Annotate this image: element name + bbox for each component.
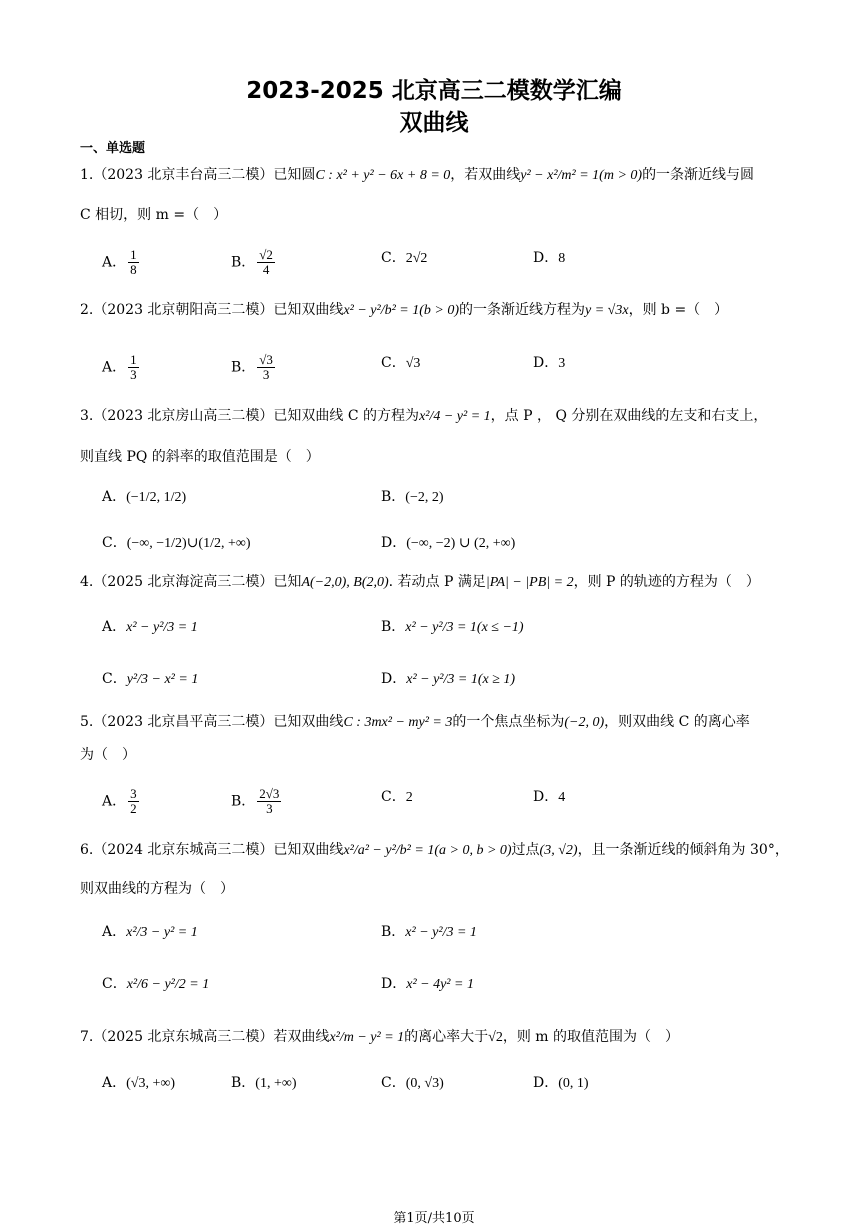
denominator: 2 xyxy=(130,801,137,816)
fraction xyxy=(257,353,275,382)
q5-prefix: 5.（2023 北京昌平高三二模）已知双曲线 xyxy=(80,714,344,730)
option-value: x² − y²/3 = 1(x ≤ −1) xyxy=(405,620,524,635)
denominator: 3 xyxy=(266,801,273,816)
option-label: D． xyxy=(533,1075,559,1091)
numerator: 3 xyxy=(130,786,137,801)
fraction xyxy=(128,787,139,816)
q6-tail: ，且一条渐近线的倾斜角为 30°， xyxy=(577,842,789,858)
section-heading: 一、单选题 xyxy=(80,141,146,156)
q1-option-a[interactable] xyxy=(102,248,141,277)
denominator: 4 xyxy=(262,262,270,277)
q1-option-b[interactable] xyxy=(231,248,277,277)
q6-option-b[interactable] xyxy=(381,922,477,943)
option-value: x² − y²/3 = 1 xyxy=(126,620,198,635)
option-label: A． xyxy=(102,254,127,271)
option-value: x² − 4y² = 1 xyxy=(406,977,474,992)
q5-option-d[interactable] xyxy=(533,787,565,808)
option-value: 8 xyxy=(558,251,566,266)
question-1-line2: C 相切，则 m =（ ） xyxy=(80,207,228,223)
option-label: A． xyxy=(102,793,127,810)
option-label: B． xyxy=(381,924,406,940)
option-label: B． xyxy=(381,489,406,505)
option-label: C． xyxy=(381,250,406,266)
q1-prefix: 1.（2023 北京丰台高三二模）已知圆 xyxy=(80,167,316,183)
q6-option-c[interactable] xyxy=(102,974,209,995)
numerator: 1 xyxy=(130,247,137,262)
option-label: A． xyxy=(102,619,127,635)
option-label: C． xyxy=(102,671,127,687)
option-value: (−1/2, 1/2) xyxy=(126,490,187,505)
q7-prefix: 7.（2025 北京东城高三二模）若双曲线 xyxy=(80,1029,330,1045)
option-value: (−∞, −1/2)∪(1/2, +∞) xyxy=(126,536,251,551)
option-value: x² − y²/3 = 1(x ≥ 1) xyxy=(406,672,516,687)
denominator: 3 xyxy=(130,367,137,382)
fraction xyxy=(128,353,139,382)
numerator: √2 xyxy=(259,247,273,262)
option-label: D． xyxy=(533,789,559,805)
q7-option-b[interactable] xyxy=(231,1073,297,1094)
q2-asymptote: y = √3x xyxy=(585,303,629,318)
numerator: 2√3 xyxy=(259,786,280,801)
q7-mid1: 的离心率大于 xyxy=(404,1029,489,1045)
option-value: 2 xyxy=(405,790,413,805)
option-label: A． xyxy=(102,359,127,376)
q7-option-c[interactable] xyxy=(381,1073,444,1094)
q2-option-d[interactable] xyxy=(533,353,565,374)
q5-mid1: 的一个焦点坐标为 xyxy=(452,714,565,730)
q1-option-c[interactable] xyxy=(381,248,427,269)
q1-hyperbola: y² − x²/m² = 1(m > 0) xyxy=(520,168,643,183)
q4-condition: |PA| − |PB| = 2 xyxy=(485,575,574,590)
document-title: 2023-2025 北京高三二模数学汇编 xyxy=(246,78,622,104)
q3-option-b[interactable] xyxy=(381,487,444,508)
question-6 xyxy=(80,840,800,861)
option-label: C． xyxy=(381,789,406,805)
q5-tail: ，则双曲线 C 的离心率 xyxy=(604,714,750,730)
question-4 xyxy=(80,572,800,593)
q7-value: √2 xyxy=(488,1030,503,1045)
q5-option-a[interactable] xyxy=(102,787,141,816)
denominator: 8 xyxy=(130,262,137,277)
question-5-line2: 为（ ） xyxy=(80,747,136,763)
question-7 xyxy=(80,1027,800,1048)
q7-option-a[interactable] xyxy=(102,1073,175,1094)
option-label: B． xyxy=(231,254,256,271)
q4-prefix: 4.（2025 北京海淀高三二模）已知 xyxy=(80,574,302,590)
denominator: 3 xyxy=(262,367,270,382)
q5-option-b[interactable] xyxy=(231,787,283,816)
q4-option-c[interactable] xyxy=(102,669,198,690)
option-label: C． xyxy=(381,355,406,371)
q6-hyperbola: x²/a² − y²/b² = 1(a > 0, b > 0) xyxy=(343,843,512,858)
q6-prefix: 6.（2024 北京东城高三二模）已知双曲线 xyxy=(80,842,344,858)
q2-option-a[interactable] xyxy=(102,353,141,382)
question-6-line2: 则双曲线的方程为（ ） xyxy=(80,881,234,897)
q6-point: (3, √2) xyxy=(539,843,578,858)
option-value: (−∞, −2) ∪ (2, +∞) xyxy=(406,536,516,551)
option-label: D． xyxy=(381,976,407,992)
q2-hyperbola: x² − y²/b² = 1(b > 0) xyxy=(343,303,460,318)
fraction xyxy=(257,787,281,816)
option-value: (1, +∞) xyxy=(255,1076,297,1091)
option-label: C． xyxy=(102,535,127,551)
q4-option-b[interactable] xyxy=(381,617,524,638)
option-label: B． xyxy=(231,793,256,810)
q1-option-d[interactable] xyxy=(533,248,565,269)
q4-points: A(−2,0), B(2,0) xyxy=(301,575,389,590)
option-label: C． xyxy=(102,976,127,992)
q3-option-c[interactable] xyxy=(102,533,251,554)
q4-option-d[interactable] xyxy=(381,669,515,690)
q1-mid1: ，若双曲线 xyxy=(450,167,521,183)
q4-tail: ，则 P 的轨迹的方程为（ ） xyxy=(573,574,760,590)
option-value: 3 xyxy=(558,356,566,371)
q4-mid1: . 若动点 P 满足 xyxy=(388,574,486,590)
option-label: A． xyxy=(102,489,127,505)
q2-prefix: 2.（2023 北京朝阳高三二模）已知双曲线 xyxy=(80,302,344,318)
q6-option-a[interactable] xyxy=(102,922,198,943)
option-label: C． xyxy=(381,1075,406,1091)
question-3-line2: 则直线 PQ 的斜率的取值范围是（ ） xyxy=(80,449,320,465)
option-label: B． xyxy=(231,1075,256,1091)
q4-option-a[interactable] xyxy=(102,617,198,638)
q2-tail: ，则 b =（ ） xyxy=(628,302,729,318)
question-3 xyxy=(80,406,800,427)
q2-option-c[interactable] xyxy=(381,353,420,374)
fraction xyxy=(128,248,139,277)
q7-tail: ，则 m 的取值范围为（ ） xyxy=(502,1029,680,1045)
option-value: x²/6 − y²/2 = 1 xyxy=(126,977,210,992)
option-label: B． xyxy=(231,359,256,376)
option-value: 4 xyxy=(558,790,566,805)
q3-option-d[interactable] xyxy=(381,533,515,554)
q5-focus: (−2, 0) xyxy=(564,715,605,730)
q5-option-c[interactable] xyxy=(381,787,413,808)
q7-hyperbola: x²/m − y² = 1 xyxy=(329,1030,405,1045)
q3-option-a[interactable] xyxy=(102,487,186,508)
question-2 xyxy=(80,300,800,321)
question-1 xyxy=(80,165,800,186)
option-value: (√3, +∞) xyxy=(126,1076,176,1091)
option-value: 2√2 xyxy=(405,251,428,266)
option-label: A． xyxy=(102,1075,127,1091)
option-value: x²/3 − y² = 1 xyxy=(126,925,198,940)
q2-mid1: 的一条渐近线方程为 xyxy=(459,302,586,318)
option-label: A． xyxy=(102,924,127,940)
fraction xyxy=(257,248,275,277)
q3-tail: ，点 P ， Q 分别在双曲线的左支和右支上， xyxy=(490,408,768,424)
option-value: x² − y²/3 = 1 xyxy=(405,925,477,940)
q1-circle-eq: C : x² + y² − 6x + 8 = 0 xyxy=(315,168,451,183)
q2-option-b[interactable] xyxy=(231,353,277,382)
option-label: D． xyxy=(381,671,407,687)
q1-mid2: 的一条渐近线与圆 xyxy=(642,167,755,183)
numerator: 1 xyxy=(130,352,137,367)
option-label: B． xyxy=(381,619,406,635)
option-value: √3 xyxy=(405,356,421,371)
q6-mid1: 过点 xyxy=(511,842,540,858)
page-footer: 第1页/共10页 xyxy=(393,1211,475,1226)
q7-option-d[interactable] xyxy=(533,1073,589,1094)
option-label: D． xyxy=(533,355,559,371)
option-value: y²/3 − x² = 1 xyxy=(126,672,199,687)
numerator: √3 xyxy=(259,352,273,367)
question-5 xyxy=(80,712,800,733)
q3-hyperbola: x²/4 − y² = 1 xyxy=(419,409,491,424)
q6-option-d[interactable] xyxy=(381,974,474,995)
q3-prefix: 3.（2023 北京房山高三二模）已知双曲线 C 的方程为 xyxy=(80,408,420,424)
document-subtitle: 双曲线 xyxy=(399,110,469,136)
option-label: D． xyxy=(381,535,407,551)
option-value: (0, √3) xyxy=(405,1076,444,1091)
option-value: (−2, 2) xyxy=(405,490,444,505)
option-value: (0, 1) xyxy=(558,1076,589,1091)
q5-hyperbola: C : 3mx² − my² = 3 xyxy=(343,715,453,730)
option-label: D． xyxy=(533,250,559,266)
